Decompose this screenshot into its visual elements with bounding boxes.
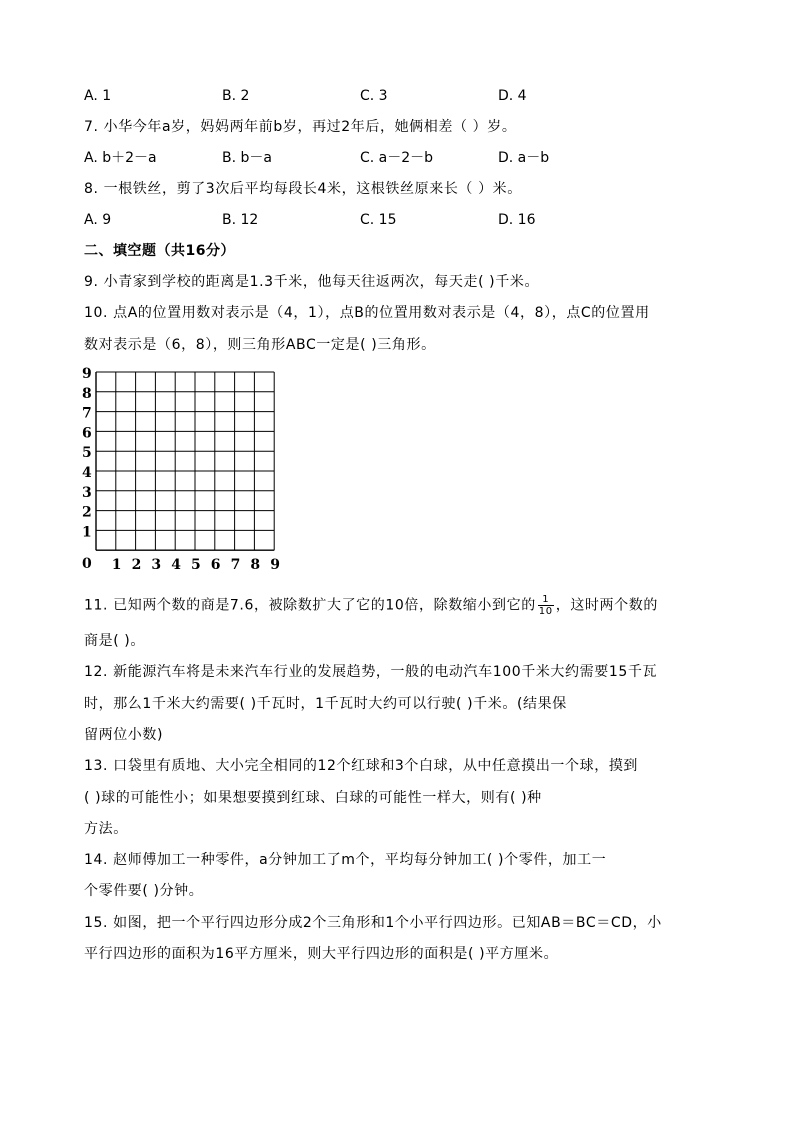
fraction-denominator: 10 xyxy=(538,606,553,617)
q12-line-3: 留两位小数) xyxy=(84,727,164,743)
q9-question: 9. 小青家到学校的距离是1.3千米，他每天往返两次，每天走( )千米。 xyxy=(84,274,540,290)
q10-line-1: 10. 点A的位置用数对表示是（4，1），点B的位置用数对表示是（4，8），点C的位置用 xyxy=(84,305,650,321)
q12-line-2: 时，那么1千米大约需要( )千瓦时，1千瓦时大约可以行驶( )千米。(结果保 xyxy=(84,696,567,712)
grid-y-label: 4 xyxy=(82,465,92,481)
grid-x-label: 6 xyxy=(210,557,221,573)
q8-options xyxy=(84,210,644,230)
grid-y-label: 5 xyxy=(82,445,92,462)
grid-x-label: 1 xyxy=(111,557,122,573)
q11-line-1 xyxy=(84,594,658,617)
q14-line-2: 个零件要( )分钟。 xyxy=(84,883,204,899)
q13-line-3: 方法。 xyxy=(84,821,128,837)
grid-y-label: 3 xyxy=(82,484,92,501)
q14-line-1: 14. 赵师傅加工一种零件，a分钟加工了m个，平均每分钟加工( )个零件，加工一 xyxy=(84,852,607,868)
q15-line-2: 平行四边形的面积为16平方厘米，则大平行四边形的面积是( )平方厘米。 xyxy=(84,946,559,962)
grid-origin-label: 0 xyxy=(82,556,92,572)
q8-question: 8. 一根铁丝，剪了3次后平均每段长4米，这根铁丝原来长（ ）米。 xyxy=(84,181,522,197)
q8-option-d: D. 16 xyxy=(498,212,536,228)
section-heading: 二、填空题（共16分） xyxy=(84,243,235,259)
q11-text-post: ，这时两个数的 xyxy=(555,597,658,614)
q7-options xyxy=(84,148,644,168)
grid-x-labels xyxy=(112,557,280,573)
grid-lines xyxy=(96,372,274,550)
q13-line-2: ( )球的可能性小；如果想要摸到红球、白球的可能性一样大，则有( )种 xyxy=(84,790,542,806)
q7-option-b: B. b－a xyxy=(222,150,272,166)
grid-y-label: 7 xyxy=(82,405,92,422)
fraction-one-tenth xyxy=(538,594,554,617)
q7-option-a: A. b＋2－a xyxy=(84,150,157,166)
grid-x-label: 7 xyxy=(230,557,241,573)
fraction-numerator: 1 xyxy=(538,594,554,606)
q15-line-1: 15. 如图，把一个平行四边形分成2个三角形和1个小平行四边形。已知AB＝BC＝CD，小 xyxy=(84,915,662,931)
grid-x-label: 3 xyxy=(151,557,162,573)
q6-option-c: C. 3 xyxy=(360,88,388,104)
q11-line-2: 商是( )。 xyxy=(84,633,145,649)
grid-y-label: 2 xyxy=(82,504,92,521)
q13-line-1: 13. 口袋里有质地、大小完全相同的12个红球和3个白球，从中任意摸出一个球，摸到 xyxy=(84,758,639,774)
grid-y-label: 1 xyxy=(82,524,92,541)
q7-option-c: C. a－2－b xyxy=(360,150,434,166)
q11-text-pre: 11. 已知两个数的商是7.6，被除数扩大了它的10倍，除数缩小到它的 xyxy=(84,597,536,614)
q6-option-a: A. 1 xyxy=(84,88,112,104)
q10-line-2: 数对表示是（6，8），则三角形ABC一定是( )三角形。 xyxy=(84,337,436,353)
grid-x-label: 8 xyxy=(250,557,261,573)
grid-y-label: 6 xyxy=(82,425,92,442)
q6-option-b: B. 2 xyxy=(222,88,250,104)
grid-x-label: 4 xyxy=(171,557,181,573)
grid-x-label: 5 xyxy=(191,557,201,573)
grid-y-label: 8 xyxy=(82,385,92,402)
coordinate-grid xyxy=(78,364,278,574)
q8-option-a: A. 9 xyxy=(84,212,112,228)
q12-line-1: 12. 新能源汽车将是未来汽车行业的发展趋势，一般的电动汽车100千米大约需要15千瓦 xyxy=(84,664,658,680)
grid-y-labels xyxy=(82,366,92,540)
grid-y-label: 9 xyxy=(82,366,92,382)
grid-x-label: 2 xyxy=(131,557,142,573)
q7-option-d: D. a－b xyxy=(498,150,550,166)
q8-option-c: C. 15 xyxy=(360,212,397,228)
q6-option-d: D. 4 xyxy=(498,88,527,104)
q7-question: 7. 小华今年a岁，妈妈两年前b岁，再过2年后，她俩相差（ ）岁。 xyxy=(84,119,517,135)
grid-x-label: 9 xyxy=(270,557,280,573)
q6-options xyxy=(84,86,644,106)
q8-option-b: B. 12 xyxy=(222,212,259,228)
